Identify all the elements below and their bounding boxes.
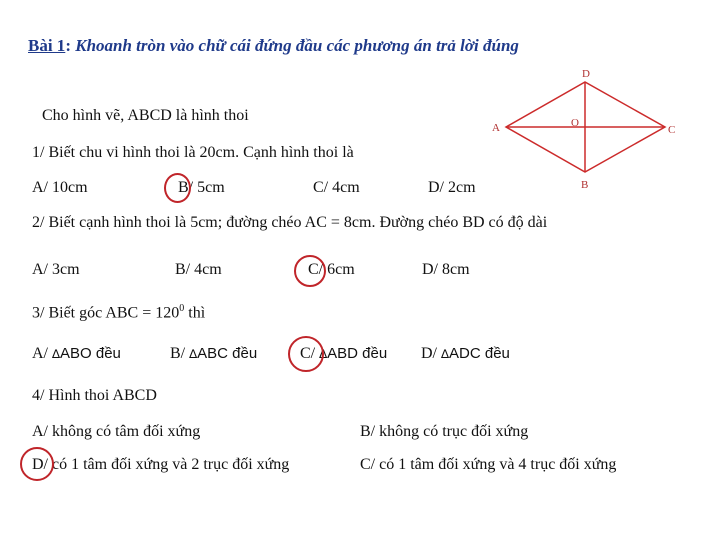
intro-text: Cho hình vẽ, ABCD là hình thoi [42,107,249,124]
q3-b-text: ABC đều [197,345,258,362]
question-1-text: 1/ Biết chu vi hình thoi là 20cm. Cạnh hình thoi là [32,144,354,161]
q3-text-end: thì [184,304,206,322]
question-2-text: 2/ Biết cạnh hình thoi là 5cm; đường chéo AC = 8cm. Đường chéo BD có độ dài [32,214,548,231]
q2-option-c[interactable]: C/ 6cm [308,261,355,278]
q1-option-d[interactable]: D/ 2cm [428,179,476,196]
q4-option-b[interactable]: B/ không có trục đối xứng [360,423,529,440]
q1-option-a[interactable]: A/ 10cm [32,179,88,196]
triangle-symbol-icon: ∆ [52,347,61,361]
exercise-label: Bài 1 [28,36,66,55]
q4-option-c[interactable]: C/ có 1 tâm đối xứng và 4 trục đối xứng [360,456,617,473]
q3-a-prefix: A/ [32,345,52,362]
question-4-text: 4/ Hình thoi ABCD [32,387,157,404]
title-colon: : [65,36,71,55]
q1-option-b[interactable]: B/ 5cm [178,179,225,196]
question-3-text [32,303,205,322]
q3-option-a[interactable] [32,345,121,363]
rhombus-shape [506,82,665,172]
exercise-instruction: Khoanh tròn vào chữ cái đứng đầu các phương án trả lời đúng [70,36,519,55]
q2-option-b[interactable]: B/ 4cm [175,261,222,278]
rhombus-figure [485,64,685,194]
q3-option-d[interactable] [421,345,510,363]
point-label-c: C [668,124,676,136]
q3-option-b[interactable] [170,345,257,363]
q2-option-d[interactable]: D/ 8cm [422,261,470,278]
q3-c-text: ABD đều [327,345,388,362]
q2-option-a[interactable]: A/ 3cm [32,261,80,278]
point-label-d: D [582,68,590,80]
q3-d-text: ADC đều [449,345,510,362]
point-label-o: O [571,117,579,129]
point-label-b: B [581,179,589,191]
triangle-symbol-icon: ∆ [319,347,328,361]
q4-option-d[interactable]: D/ có 1 tâm đối xứng và 2 trục đối xứng [32,456,290,473]
q4-option-a[interactable]: A/ không có tâm đối xứng [32,423,201,440]
q3-b-prefix: B/ [170,345,190,362]
q3-a-text: ABO đều [60,345,121,362]
triangle-symbol-icon: ∆ [441,347,450,361]
q3-c-prefix: C/ [300,345,320,362]
triangle-symbol-icon: ∆ [189,347,198,361]
q3-text-main: 3/ Biết góc ABC = 120 [32,304,180,322]
q3-option-c[interactable] [300,345,387,363]
q1-option-c[interactable]: C/ 4cm [313,179,360,196]
q3-d-prefix: D/ [421,345,441,362]
point-label-a: A [492,122,500,134]
exercise-title [28,36,519,56]
degree-superscript: 0 [179,303,185,314]
